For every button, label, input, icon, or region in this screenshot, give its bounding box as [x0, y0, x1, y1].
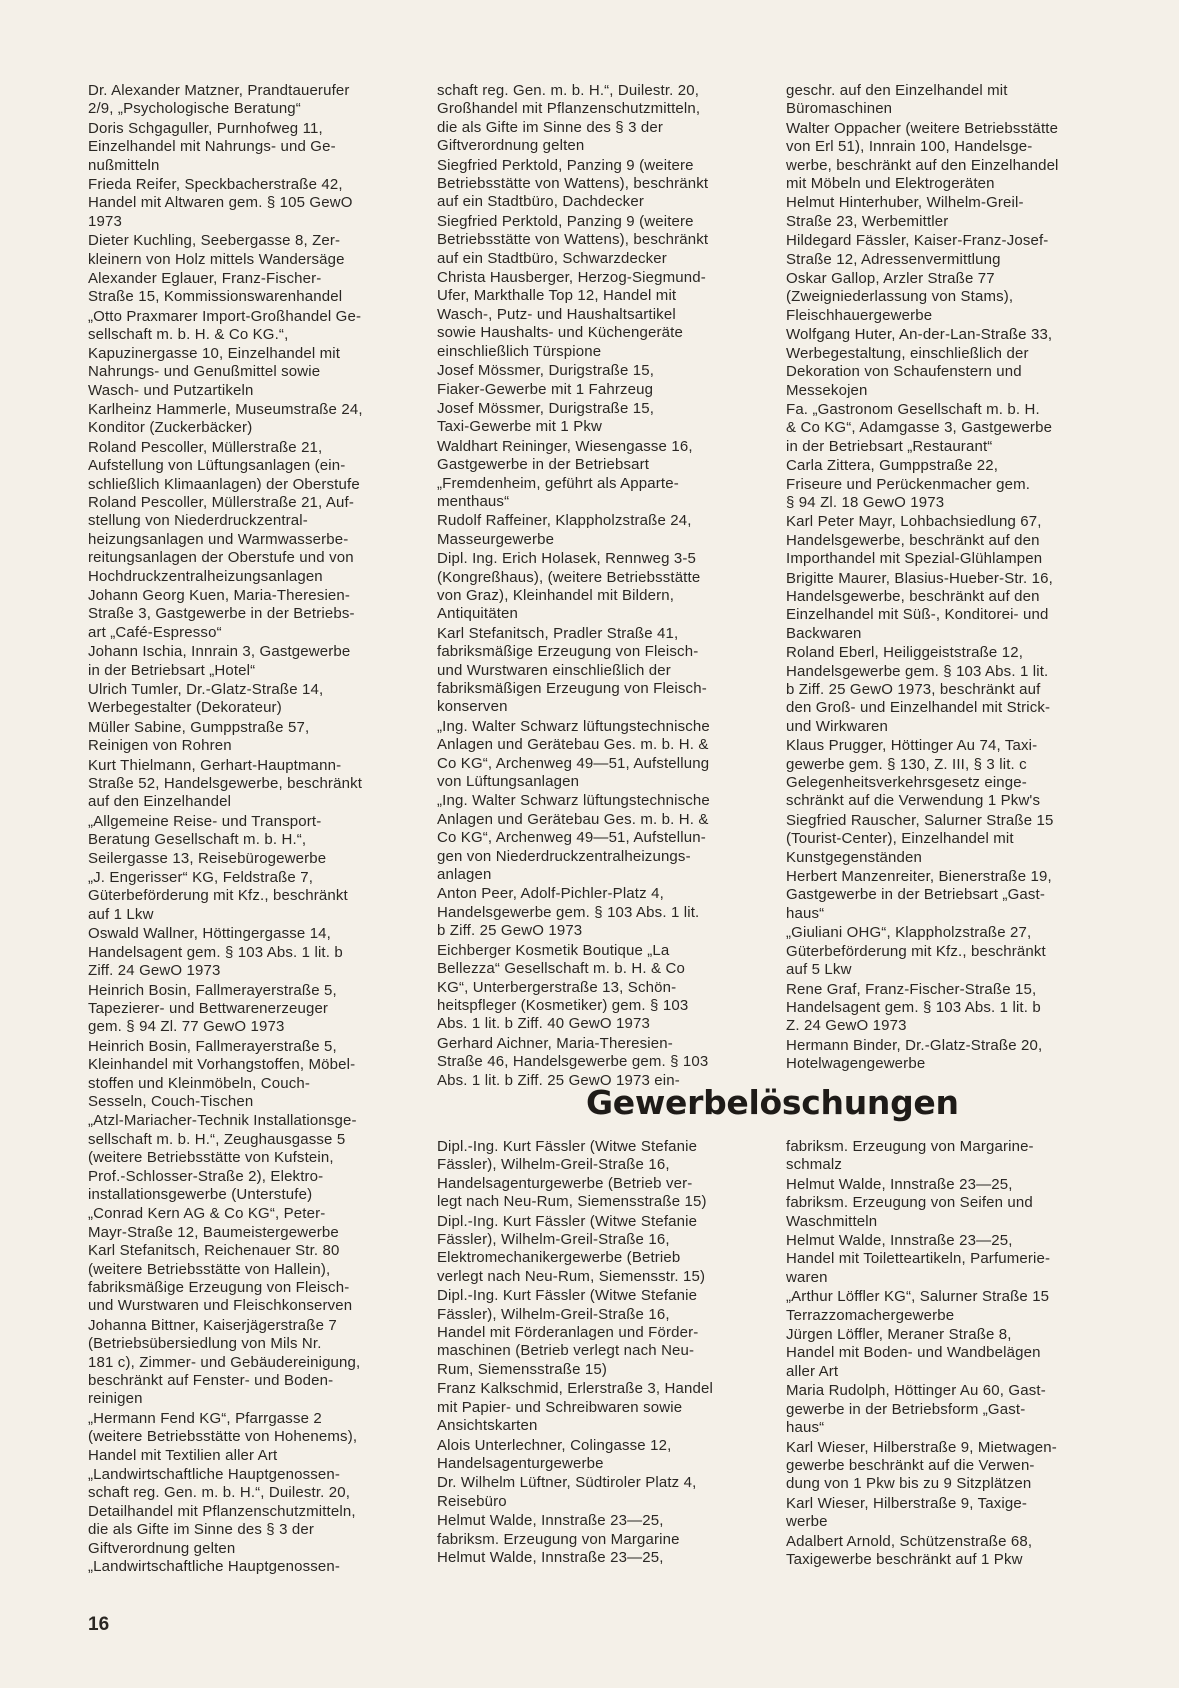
register-entry: Helmut Walde, Innstraße 23—25, fabriksm. Erzeugung von Seifen und Waschmitteln: [786, 1175, 1033, 1230]
register-entry: Rene Graf, Franz-Fischer-Straße 15, Handelsagent gem. § 103 Abs. 1 lit. b Z. 24 GewO 1973: [786, 980, 1041, 1035]
register-entry: Gerhard Aichner, Maria-Theresien- Straße 46, Handelsgewerbe gem. § 103 Abs. 1 lit. b Ziff. 25 GewO 1973 ein-: [437, 1034, 709, 1089]
register-entry: Wolfgang Huter, An-der-Lan-Straße 33, Werbegestaltung, einschließlich der Dekoration von Schaufenstern und Messekojen: [786, 326, 1053, 399]
register-entry: Heinrich Bosin, Fallmerayerstraße 5, Kleinhandel mit Vorhangstoffen, Möbel- stoffen und Kleinmöbeln, Couch- Sesseln, Couch-Tischen: [88, 1037, 356, 1110]
register-entry: Carla Zittera, Gumppstraße 22, Friseure und Perückenmacher gem. § 94 Zl. 18 GewO 1973: [786, 457, 1031, 511]
register-entry: Rudolf Raffeiner, Klappholzstraße 24, Masseurgewerbe: [437, 512, 692, 548]
register-entry: Karl Wieser, Hilberstraße 9, Taxige- werbe: [786, 1494, 1028, 1531]
register-entry: Christa Hausberger, Herzog-Siegmund- Ufer, Markthalle Top 12, Handel mit Wasch-, Putz- und Haushaltsartikel sowie Haushalts- und Küchengeräte einschließlich Türspione: [437, 269, 706, 360]
register-entry: Brigitte Maurer, Blasius-Hueber-Str. 16, Handelsgewerbe, beschränkt auf den Einzelhandel mit Süß-, Konditorei- und Backwaren: [786, 569, 1053, 642]
register-entry: Waldhart Reininger, Wiesengasse 16, Gastgewerbe in der Betriebsart „Fremdenheim, geführt als Apparte- menthaus“: [437, 437, 693, 510]
register-entry: Dieter Kuchling, Seebergasse 8, Zer- kleinern von Holz mittels Wandersäge: [88, 232, 345, 268]
register-entry: „Arthur Löffler KG“, Salurner Straße 15 Terrazzomachergewerbe: [786, 1288, 1050, 1324]
register-entry: Josef Mössmer, Durigstraße 15, Fiaker-Gewerbe mit 1 Fahrzeug: [437, 362, 655, 398]
register-entry: Dr. Wilhelm Lüftner, Südtiroler Platz 4, Reisebüro: [437, 1474, 697, 1510]
register-entry: Fa. „Gastronom Gesellschaft m. b. H. & Co KG“, Adamgasse 3, Gastgewerbe in der Betriebsart „Restaurant“: [786, 400, 1053, 455]
page-number: 16: [88, 1614, 110, 1635]
register-entry: Helmut Walde, Innstraße 23—25, fabriksm. Erzeugung von Margarine Helmut Walde, Innstraße 23—25,: [437, 1512, 680, 1566]
register-entry: Adalbert Arnold, Schützenstraße 68, Taxigewerbe beschränkt auf 1 Pkw: [786, 1532, 1033, 1568]
register-entry: Klaus Prugger, Höttinger Au 74, Taxi- gewerbe gem. § 130, Z. III, § 3 lit. c Gelegenheitsverkehrsgesetz einge- schränkt auf die Verwendung 1 Pkw's: [786, 737, 1041, 810]
register-entry: „Ing. Walter Schwarz lüftungstechnische Anlagen und Gerätebau Ges. m. b. H. & Co KG“, Archenweg 49—51, Aufstellung von Lüftungsanlagen: [437, 717, 710, 791]
register-entry: Dipl. Ing. Erich Holasek, Rennweg 3-5 (Kongreßhaus), (weitere Betriebsstätte von Graz), Kleinhandel mit Bildern, Antiquitäten: [437, 550, 701, 623]
column-3-loeschungen: [786, 1138, 1114, 1570]
register-entry: Ulrich Tumler, Dr.-Glatz-Straße 14, Werbegestalter (Dekorateur): [88, 681, 324, 717]
register-entry: Josef Mössmer, Durigstraße 15, Taxi-Gewerbe mit 1 Pkw: [437, 399, 655, 436]
register-entry: Johann Georg Kuen, Maria-Theresien- Straße 3, Gastgewerbe in der Betriebs- art „Café-Espresso“: [88, 586, 355, 641]
register-entry: „Landwirtschaftliche Hauptgenossen- schaft reg. Gen. m. b. H.“, Duilestr. 20, Detailhandel mit Pflanzenschutzmitteln, die als Gifte im Sinne des § 3 der Giftverordnung gelten „Landwirtschaftliche Hauptgenossen-: [88, 1466, 356, 1576]
register-entry: Roland Eberl, Heiliggeiststraße 12, Handelsgewerbe gem. § 103 Abs. 1 lit. b Ziff. 25 GewO 1973, beschränkt auf den Groß- und Einzelhandel mit Strick- und Wirkwaren: [786, 644, 1051, 735]
register-entry: „Conrad Kern AG & Co KG“, Peter- Mayr-Straße 12, Baumeistergewerbe Karl Stefanitsch, Reichenauer Str. 80 (weitere Betriebsstätte von Hallein), fabriksmäßige Erzeugung von Fleisch- und Wurstwaren und Fleischkonserven: [88, 1205, 353, 1315]
register-entry: „Hermann Fend KG“, Pfarrgasse 2 (weitere Betriebsstätte von Hohenems), Handel mit Textilien aller Art: [88, 1409, 358, 1464]
section-heading-gewerbeloeschungen: Gewerbelöschungen: [586, 1083, 959, 1122]
register-entry: Roland Pescoller, Müllerstraße 21, Aufstellung von Lüftungsanlagen (ein- schließlich Klimaanlagen) der Oberstufe Roland Pescoller, Müllerstraße 21, Auf- stellung von Niederdruckzentral- heizungsanlagen und Warmwasserbe- reitungsanlagen der Oberstufe und von Hochdruckzentralheizungsanlagen: [88, 438, 360, 585]
register-entry: Kurt Thielmann, Gerhart-Hauptmann- Straße 52, Handelsgewerbe, beschränkt auf den Einzelhandel: [88, 756, 363, 811]
register-entry: Frieda Reifer, Speckbacherstraße 42, Handel mit Altwaren gem. § 105 GewO 1973: [88, 176, 353, 230]
register-entry: Franz Kalkschmid, Erlerstraße 3, Handel mit Papier- und Schreibwaren sowie Ansichtskarten: [437, 1380, 713, 1435]
register-entry: Siegfried Rauscher, Salurner Straße 15 (Tourist-Center), Einzelhandel mit Kunstgegenständen: [786, 811, 1054, 866]
register-entry: Alexander Eglauer, Franz-Fischer- Straße 15, Kommissionswarenhandel: [88, 270, 343, 306]
register-entry: „Ing. Walter Schwarz lüftungstechnische Anlagen und Gerätebau Ges. m. b. H. & Co KG“, Archenweg 49—51, Aufstellun- gen von Niederdruckzentralheizungs- anlagen: [437, 792, 710, 884]
register-entry: Jürgen Löffler, Meraner Straße 8, Handel mit Boden- und Wandbelägen aller Art: [786, 1326, 1041, 1380]
register-entry: „Otto Praxmarer Import-Großhandel Ge- sellschaft m. b. H. & Co KG.“, Kapuzinergasse 10, Einzelhandel mit Nahrungs- und Genußmittel sowie Wasch- und Putzartikeln: [88, 307, 362, 399]
register-entry: fabriksm. Erzeugung von Margarine- schmalz: [786, 1138, 1034, 1174]
register-entry: Siegfried Perktold, Panzing 9 (weitere Betriebsstätte von Wattens), beschränkt auf ein Stadtbüro, Dachdecker: [437, 156, 709, 211]
register-entry: Heinrich Bosin, Fallmerayerstraße 5, Tapezierer- und Bettwarenerzeuger gem. § 94 Zl. 77 GewO 1973: [88, 981, 337, 1036]
register-entry: Herbert Manzenreiter, Bienerstraße 19, Gastgewerbe in der Betriebsart „Gast- haus“: [786, 868, 1052, 922]
register-entry: „Atzl-Mariacher-Technik Installationsge- sellschaft m. b. H.“, Zeughausgasse 5 (weitere Betriebsstätte von Kufstein, Prof.-Schlosser-Straße 2), Elektro- installationsgewerbe (Unterstufe): [88, 1112, 357, 1203]
register-entry: Maria Rudolph, Höttinger Au 60, Gast- gewerbe in der Betriebsform „Gast- haus“: [786, 1382, 1046, 1437]
register-entry: Oswald Wallner, Höttingergasse 14, Handelsagent gem. § 103 Abs. 1 lit. b Ziff. 24 GewO 1973: [88, 925, 343, 980]
column-1: [88, 82, 410, 1578]
register-entry: Hildegard Fässler, Kaiser-Franz-Josef- Straße 12, Adressenvermittlung: [786, 232, 1049, 268]
register-entry: Eichberger Kosmetik Boutique „La Bellezza“ Gesellschaft m. b. H. & Co KG“, Unterbergerstraße 13, Schön- heitspfleger (Kosmetiker) gem. § 103 Abs. 1 lit. b Ziff. 40 GewO 1973: [437, 941, 689, 1033]
register-entry: Karl Peter Mayr, Lohbachsiedlung 67, Handelsgewerbe, beschränkt auf den Importhandel mit Spezial-Glühlampen: [786, 513, 1043, 568]
register-entry: Karlheinz Hammerle, Museumstraße 24, Konditor (Zuckerbäcker): [88, 400, 363, 437]
column-2-loeschungen: [437, 1138, 759, 1568]
register-entry: Karl Stefanitsch, Pradler Straße 41, fabriksmäßige Erzeugung von Fleisch- und Wurstwaren einschließlich der fabriksmäßigen Erzeugung von Fleisch- konserven: [437, 624, 707, 716]
register-entry: Helmut Hinterhuber, Wilhelm-Greil- Straße 23, Werbemittler: [786, 194, 1024, 230]
register-entry: Helmut Walde, Innstraße 23—25, Handel mit Toiletteartikeln, Parfumerie- waren: [786, 1232, 1051, 1286]
register-entry: Doris Schgaguller, Purnhofweg 11, Einzelhandel mit Nahrungs- und Ge- nußmitteln: [88, 119, 336, 174]
register-entry: „Giuliani OHG“, Klappholzstraße 27, Güterbeförderung mit Kfz., beschränkt auf 5 Lkw: [786, 924, 1046, 979]
register-entry: geschr. auf den Einzelhandel mit Büromaschinen: [786, 82, 1008, 118]
register-entry: „J. Engerisser“ KG, Feldstraße 7, Güterbeförderung mit Kfz., beschränkt auf 1 Lkw: [88, 869, 348, 923]
column-3: [786, 82, 1114, 1075]
register-entry: „Allgemeine Reise- und Transport- Beratung Gesellschaft m. b. H.“, Seilergasse 13, Reisebürogewerbe: [88, 812, 327, 867]
register-entry: Dipl.-Ing. Kurt Fässler (Witwe Stefanie Fässler), Wilhelm-Greil-Straße 16, Handelsagenturgewerbe (Betrieb ver- legt nach Neu-Rum, Siemensstraße 15): [437, 1138, 707, 1211]
register-entry: Dipl.-Ing. Kurt Fässler (Witwe Stefanie Fässler), Wilhelm-Greil-Straße 16, Elektromechanikergewerbe (Betrieb verlegt nach Neu-Rum, Siemensstr. 15): [437, 1212, 706, 1285]
register-entry: Walter Oppacher (weitere Betriebsstätte von Erl 51), Innrain 100, Handelsge- werbe, beschränkt auf den Einzelhandel mit Möbeln und Elektrogeräten: [786, 119, 1059, 193]
register-entry: Müller Sabine, Gumppstraße 57, Reinigen von Rohren: [88, 718, 310, 755]
register-entry: schaft reg. Gen. m. b. H.“, Duilestr. 20, Großhandel mit Pflanzenschutzmitteln, die als Gifte im Sinne des § 3 der Giftverordnung gelten: [437, 82, 701, 155]
register-entry: Johanna Bittner, Kaiserjägerstraße 7 (Betriebsübersiedlung von Mils Nr. 181 c), Zimmer- und Gebäudereinigung, beschränkt auf Fenster- und Boden- reinigen: [88, 1316, 361, 1408]
register-entry: Oskar Gallop, Arzler Straße 77 (Zweigniederlassung von Stams), Fleischhauergewerbe: [786, 270, 1014, 324]
register-entry: Alois Unterlechner, Colingasse 12, Handelsagenturgewerbe: [437, 1436, 672, 1472]
register-entry: Anton Peer, Adolf-Pichler-Platz 4, Handelsgewerbe gem. § 103 Abs. 1 lit. b Ziff. 25 GewO 1973: [437, 885, 700, 940]
register-entry: Johann Ischia, Innrain 3, Gastgewerbe in der Betriebsart „Hotel“: [88, 643, 351, 679]
register-entry: Karl Wieser, Hilberstraße 9, Mietwagen- gewerbe beschränkt auf die Verwen- dung von 1 Pkw bis zu 9 Sitzplätzen: [786, 1438, 1057, 1493]
register-entry: Hermann Binder, Dr.-Glatz-Straße 20, Hotelwagengewerbe: [786, 1036, 1043, 1073]
register-entry: Siegfried Perktold, Panzing 9 (weitere Betriebsstätte von Wattens), beschränkt auf ein Stadtbüro, Schwarzdecker: [437, 212, 709, 267]
register-entry: Dipl.-Ing. Kurt Fässler (Witwe Stefanie Fässler), Wilhelm-Greil-Straße 16, Handel mit Förderanlagen und Förder- maschinen (Betrieb verlegt nach Neu- Rum, Siemensstraße 15): [437, 1287, 699, 1378]
column-2: [437, 82, 759, 1091]
register-entry: Dr. Alexander Matzner, Prandtauerufer 2/9, „Psychologische Beratung“: [88, 82, 350, 118]
